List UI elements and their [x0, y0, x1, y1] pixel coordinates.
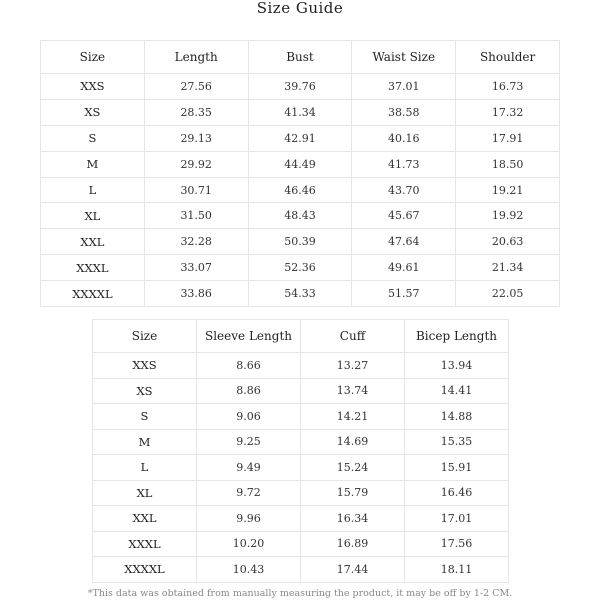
- table-header-row: [93, 320, 509, 353]
- size-label-cell: XXXL: [93, 531, 197, 557]
- measurement-cell: 17.91: [456, 125, 560, 151]
- measurement-cell: 32.28: [144, 229, 248, 255]
- measurement-cell: 8.66: [197, 353, 301, 379]
- size-label-cell: XXXXL: [93, 557, 197, 583]
- measurement-cell: 21.34: [456, 255, 560, 281]
- measurement-cell: 27.56: [144, 74, 248, 100]
- table-row: [41, 255, 560, 281]
- table-row: [41, 177, 560, 203]
- measurement-cell: 13.74: [301, 378, 405, 404]
- table-row: [41, 229, 560, 255]
- measurement-cell: 16.89: [301, 531, 405, 557]
- measurement-cell: 16.34: [301, 506, 405, 532]
- measurement-cell: 16.73: [456, 74, 560, 100]
- header-size: Size: [93, 320, 197, 353]
- measurement-cell: 14.88: [405, 404, 509, 430]
- table-row: [93, 531, 509, 557]
- table-row: [93, 480, 509, 506]
- measurement-cell: 31.50: [144, 203, 248, 229]
- measurement-cell: 29.13: [144, 125, 248, 151]
- size-label-cell: XXXL: [41, 255, 145, 281]
- table-row: [41, 125, 560, 151]
- size-label-cell: S: [93, 404, 197, 430]
- size-table-sleeve: [92, 319, 509, 583]
- measurement-cell: 15.35: [405, 429, 509, 455]
- size-label-cell: XXL: [41, 229, 145, 255]
- measurement-cell: 19.92: [456, 203, 560, 229]
- measurement-cell: 18.50: [456, 151, 560, 177]
- measurement-cell: 17.56: [405, 531, 509, 557]
- measurement-cell: 28.35: [144, 99, 248, 125]
- table-row: [41, 99, 560, 125]
- size-label-cell: XL: [41, 203, 145, 229]
- size-label-cell: M: [93, 429, 197, 455]
- measurement-cell: 42.91: [248, 125, 352, 151]
- measurement-cell: 54.33: [248, 281, 352, 307]
- table-row: [93, 429, 509, 455]
- table-row: [93, 378, 509, 404]
- measurement-cell: 17.01: [405, 506, 509, 532]
- size-label-cell: XL: [93, 480, 197, 506]
- measurement-cell: 33.07: [144, 255, 248, 281]
- table-row: [93, 506, 509, 532]
- measurement-cell: 17.32: [456, 99, 560, 125]
- header-sleeve-length: Sleeve Length: [197, 320, 301, 353]
- measurement-disclaimer: *This data was obtained from manually measuring the product, it may be off by 1-2 CM.: [87, 588, 513, 599]
- size-label-cell: XXS: [41, 74, 145, 100]
- table-row: [93, 404, 509, 430]
- measurement-cell: 46.46: [248, 177, 352, 203]
- table-row: [41, 151, 560, 177]
- measurement-cell: 51.57: [352, 281, 456, 307]
- measurement-cell: 9.06: [197, 404, 301, 430]
- header-waist-size: Waist Size: [352, 41, 456, 74]
- size-label-cell: L: [41, 177, 145, 203]
- measurement-cell: 47.64: [352, 229, 456, 255]
- table-row: [41, 203, 560, 229]
- measurement-cell: 9.96: [197, 506, 301, 532]
- size-label-cell: M: [41, 151, 145, 177]
- size-label-cell: XXL: [93, 506, 197, 532]
- measurement-cell: 10.43: [197, 557, 301, 583]
- header-bicep-length: Bicep Length: [405, 320, 509, 353]
- measurement-cell: 8.86: [197, 378, 301, 404]
- measurement-cell: 15.91: [405, 455, 509, 481]
- measurement-cell: 17.44: [301, 557, 405, 583]
- measurement-cell: 20.63: [456, 229, 560, 255]
- table-row: [93, 557, 509, 583]
- header-shoulder: Shoulder: [456, 41, 560, 74]
- table-header-row: [41, 41, 560, 74]
- measurement-cell: 45.67: [352, 203, 456, 229]
- measurement-cell: 16.46: [405, 480, 509, 506]
- measurement-cell: 9.49: [197, 455, 301, 481]
- size-label-cell: XS: [93, 378, 197, 404]
- measurement-cell: 33.86: [144, 281, 248, 307]
- measurement-cell: 9.25: [197, 429, 301, 455]
- measurement-cell: 52.36: [248, 255, 352, 281]
- measurement-cell: 41.73: [352, 151, 456, 177]
- measurement-cell: 22.05: [456, 281, 560, 307]
- measurement-cell: 13.94: [405, 353, 509, 379]
- size-label-cell: XS: [41, 99, 145, 125]
- header-bust: Bust: [248, 41, 352, 74]
- header-cuff: Cuff: [301, 320, 405, 353]
- size-label-cell: XXS: [93, 353, 197, 379]
- header-size: Size: [41, 41, 145, 74]
- measurement-cell: 49.61: [352, 255, 456, 281]
- table-row: [93, 353, 509, 379]
- measurement-cell: 37.01: [352, 74, 456, 100]
- measurement-cell: 9.72: [197, 480, 301, 506]
- measurement-cell: 50.39: [248, 229, 352, 255]
- measurement-cell: 29.92: [144, 151, 248, 177]
- measurement-cell: 39.76: [248, 74, 352, 100]
- page-title: Size Guide: [256, 0, 344, 17]
- table-row: [41, 281, 560, 307]
- size-label-cell: L: [93, 455, 197, 481]
- measurement-cell: 18.11: [405, 557, 509, 583]
- measurement-cell: 14.69: [301, 429, 405, 455]
- measurement-cell: 13.27: [301, 353, 405, 379]
- measurement-cell: 48.43: [248, 203, 352, 229]
- measurement-cell: 14.21: [301, 404, 405, 430]
- measurement-cell: 44.49: [248, 151, 352, 177]
- measurement-cell: 40.16: [352, 125, 456, 151]
- header-length: Length: [144, 41, 248, 74]
- size-label-cell: XXXXL: [41, 281, 145, 307]
- measurement-cell: 43.70: [352, 177, 456, 203]
- measurement-cell: 41.34: [248, 99, 352, 125]
- measurement-cell: 15.24: [301, 455, 405, 481]
- measurement-cell: 38.58: [352, 99, 456, 125]
- measurement-cell: 15.79: [301, 480, 405, 506]
- measurement-cell: 10.20: [197, 531, 301, 557]
- measurement-cell: 30.71: [144, 177, 248, 203]
- measurement-cell: 19.21: [456, 177, 560, 203]
- size-table-body: [40, 40, 560, 307]
- measurement-cell: 14.41: [405, 378, 509, 404]
- table-row: [41, 74, 560, 100]
- size-label-cell: S: [41, 125, 145, 151]
- table-row: [93, 455, 509, 481]
